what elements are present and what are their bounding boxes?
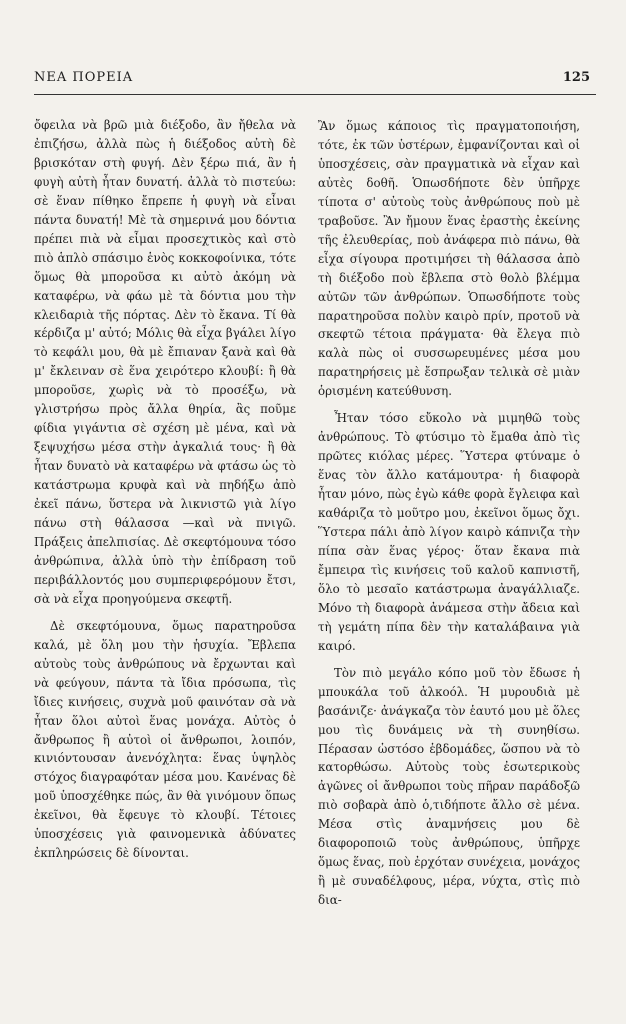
header-rule xyxy=(34,94,596,95)
paragraph: Ἂν ὅμως κάποιος τὶς πραγματοποιήση, τότε, ἐκ τῶν ὑστέρων, ἐμφανίζονται καὶ οἱ ὑποσχέσεις, σὰν πραγματικὰ νὰ εἶχαν καὶ αὐτὲς δοθῆ. Ὁπωσδήποτε δὲν ὑπῆρχε τίποτα σ' αὐτοὺς τοὺς ἀνθρώπους ποὺ μὲ τραβοῦσε. Ἂν ἤμουν ἕνας ἐραστὴς ἐκείνης τῆς ἐλευθερίας, ποὺ ἀνάφερα πιὸ πάνω, θὰ εἶχα σίγουρα προτιμήσει τὴ θάλασσα ἀπὸ τὴ διέξοδο ποὺ ἔβλεπα στὸ θολὸ βλέμμα αὐτῶν τῶν ἀνθρώπων. Ὁπωσδήποτε τοὺς παρατηροῦσα πολὺν καιρὸ πρίν, προτοῦ νὰ σκεφτῶ τέτοια πράγματα· θὰ ἔλεγα πιὸ καλὰ πὼς οἱ συσσωρευμένες μέσα μου παρατηρήσεις μὲ ἔσπρωξαν τελικὰ σὲ μιὰν ὁρισμένη κατεύθυνση. xyxy=(318,119,580,399)
page-header xyxy=(34,70,594,90)
running-title: ΝΕΑ ΠΟΡΕΙΑ xyxy=(34,70,134,85)
page-number: 125 xyxy=(562,70,590,85)
right-column xyxy=(318,117,580,910)
paragraph: Ἦταν τόσο εὔκολο νὰ μιμηθῶ τοὺς ἀνθρώπους. Τὸ φτύσιμο τὸ ἔμαθα ἀπὸ τὶς πρῶτες κιόλας μέρες. Ὕστερα φτύναμε ὁ ἕνας τὸν ἄλλο κατάμουτρα· ἡ διαφορὰ ἦταν μόνο, πὼς ἐγὼ κάθε φορὰ ἔγλειφα καὶ καθάριζα τὸ μοῦτρο μου, ἐκεῖνοι ὅμως ὄχι. Ὕστερα πάλι ἀπὸ λίγον καιρὸ κάπνιζα τὴν πίπα σὰν ἕνας γέρος· ὅταν ἔκανα πιὰ ἔμπειρα τὶς κινήσεις τοῦ καλοῦ καπνιστῆ, ὅλο τὸ μεσαῖο κατάστρωμα ἀναγάλλιαζε. Μόνο τὴ διαφορὰ ἀνάμεσα στὴν ἄδεια καὶ τὴ γεμάτη πίπα δὲν τὴν καταλάβαινα γιὰ καιρό. xyxy=(318,411,580,653)
paragraph: ὄφειλα νὰ βρῶ μιὰ διέξοδο, ἂν ἤθελα νὰ ἐπιζήσω, ἀλλὰ πὼς ἡ διέξοδος αὐτὴ δὲ βρισκόταν στὴ φυγή. Δὲν ξέρω πιά, ἂν ἡ φυγὴ αὐτὴ ἦταν δυνατή. ἀλλὰ τὸ πιστεύω: σὲ ἕναν πίθηκο ἔπρεπε ἡ φυγὴ νὰ εἶναι πάντα δυνατή! Μὲ τὰ σημερινά μου δόντια πρέπει πιὰ νὰ εἶμαι προσεχτικὸς καὶ στὸ πιὸ ἁπλὸ σπάσιμο ἑνὸς κοκκοφοίνικα, τότε ὅμως θὰ μποροῦσα κι αὐτὸ ἀκόμη νὰ καταφέρω, νὰ φάω μὲ τὰ δόντια μου τὴν κλειδαριὰ τῆς πόρτας. Δὲν τὸ ἔκανα. Τί θὰ κέρδιζα μ' αὐτό; Μόλις θὰ εἶχα βγάλει λίγο τὸ κεφάλι μου, θὰ μὲ ἔπιαναν ξανὰ καὶ θὰ μ' ἔκλειναν σὲ ἕνα χειρότερο κλουβί: ἢ θὰ μποροῦσε, χωρὶς νὰ τὸ προσέξω, νὰ γλιστρήσω πρὸς ἄλλα θηρία, ἂς ποῦμε φίδια γιγάντια σὲ σχέση μὲ μένα, καὶ νὰ ξεψυχήσω μέσα στὴν ἀγκαλιά τους· ἢ θὰ ἦταν δυνατὸ νὰ καταφέρω νὰ φτάσω ὡς τὸ κατάστρωμα κρυφὰ καὶ νὰ πηδήξω ἀπὸ ἐκεῖ πάνω, ὕστερα νὰ λικνιστῶ γιὰ λίγο πάνω στὴ θάλασσα —καὶ νὰ πνιγῶ. Πράξεις ἀπελπισίας. Δὲ σκεφτόμουνα τόσο ἀνθρώπινα, ἀλλὰ ὑπὸ τὴν ἐπίδραση τοῦ περιβάλλοντός μου συμπεριφερόμουν ἔτσι, σὰ νὰ εἶχα προηγούμενα σκεφτῆ. xyxy=(34,118,296,606)
paragraph: Δὲ σκεφτόμουνα, ὅμως παρατηροῦσα καλά, μὲ ὅλη μου τὴν ἡσυχία. Ἔβλεπα αὐτοὺς τοὺς ἀνθρώπους νὰ ἔρχωνται καὶ νὰ φεύγουν, πάντα τὰ ἴδια πρόσωπα, τὶς ἴδιες κινήσεις, συχνὰ μοῦ φαινόταν σὰ νὰ ἦταν ὅλοι αὐτοὶ ἕνας μονάχα. Αὐτὸς ὁ ἄνθρωπος ἢ αὐτοὶ οἱ ἄνθρωποι, λοιπόν, κινιόντουσαν ἀνενόχλητα: ἕνας ὑψηλὸς στόχος διαγραφόταν μέσα μου. Κανένας δὲ μοῦ ὑποσχέθηκε πώς, ἂν θὰ γινόμουν ὅπως ἐκεῖνοι, θὰ ἔφευγε τὸ κλουβί. Τέτοιες ὑποσχέσεις γιὰ φαινομενικὰ ἀδύνατες ἐκπληρώσεις δὲ δίνονται. xyxy=(34,618,296,861)
left-column xyxy=(34,116,296,863)
paragraph: Τὸν πιὸ μεγάλο κόπο μοῦ τὸν ἔδωσε ἡ μπουκάλα τοῦ ἀλκοόλ. Ἡ μυρουδιὰ μὲ βασάνιζε· ἀνάγκαζα τὸν ἑαυτό μου μὲ ὅλες μου τὶς δυνάμεις νὰ τὴ συνηθίσω. Πέρασαν ὡστόσο ἑβδομάδες, ὥσπου νὰ τὸ κατορθώσω. Αὐτοὺς τοὺς ἐσωτερικοὺς ἀγῶνες οἱ ἄνθρωποι τοὺς πῆραν παράδοξῶ πιὸ σοβαρὰ ἀπὸ ὁ,τιδήποτε ἄλλο σὲ μένα. Μέσα στὶς ἀναμνήσεις μου δὲ διαφοροποιῶ τοὺς ἀνθρώπους, ὑπῆρχε ὅμως ἕνας, ποὺ ἐρχόταν συνέχεια, μονάχος ἢ μὲ συναδέλφους, μέρα, νύχτα, στὶς πιὸ δια- xyxy=(318,665,580,908)
